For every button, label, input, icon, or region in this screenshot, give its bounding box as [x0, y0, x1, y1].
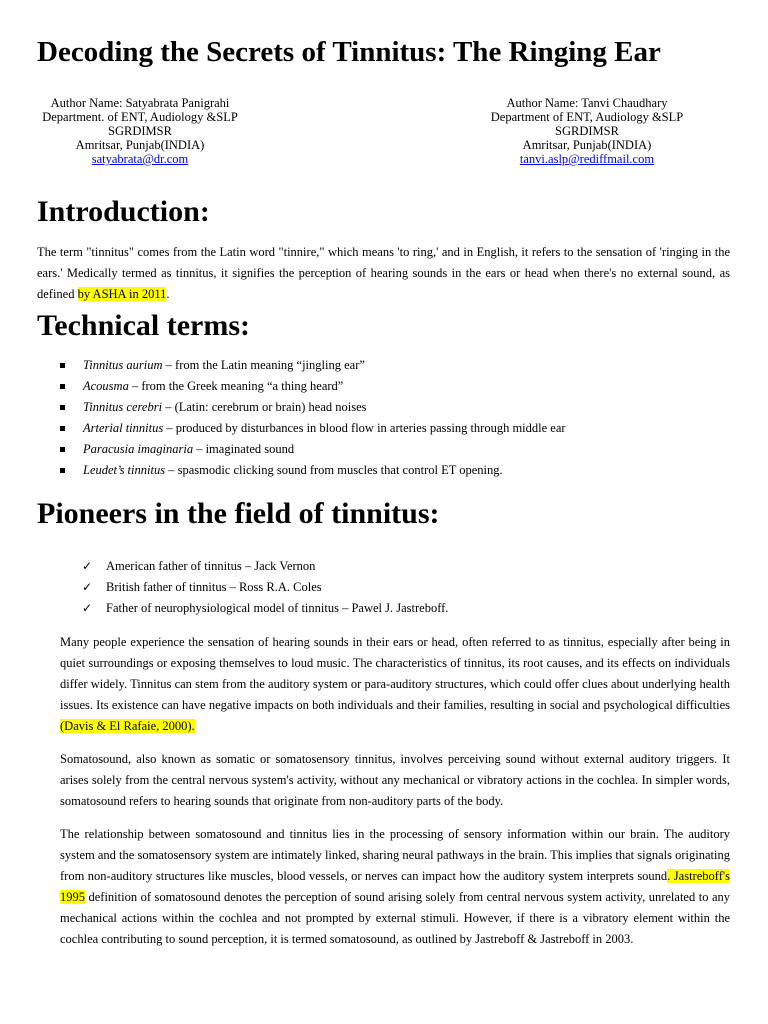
- pioneer-text: American father of tinnitus – Jack Vernon: [106, 559, 316, 573]
- checkmark-icon: ✓: [82, 559, 93, 573]
- list-item: [60, 418, 566, 439]
- introduction-paragraph: [37, 242, 730, 305]
- checkmark-icon: ✓: [82, 580, 93, 594]
- technical-terms-heading: Technical terms:: [37, 309, 251, 342]
- term-description: – imaginated sound: [193, 442, 295, 456]
- author-name: Author Name: Satyabrata Panigrahi: [50, 96, 230, 110]
- term-description: – from the Greek meaning “a thing heard”: [128, 379, 344, 393]
- body-paragraph-relationship: [60, 824, 730, 950]
- list-item: [60, 376, 566, 397]
- list-item: [60, 460, 566, 481]
- square-bullet-icon: [60, 363, 65, 368]
- term-name: Arterial tinnitus: [83, 421, 164, 435]
- list-item: [82, 556, 448, 577]
- pioneers-list: [82, 556, 448, 619]
- term-description: – from the Latin meaning “jingling ear”: [162, 358, 365, 372]
- pioneer-text: Father of neurophysiological model of tinnitus – Pawel J. Jastreboff.: [106, 601, 449, 615]
- highlighted-citation: by ASHA in 2011: [77, 287, 167, 301]
- author-institute: SGRDIMSR: [555, 124, 619, 138]
- square-bullet-icon: [60, 426, 65, 431]
- body-paragraph-somatosound: [60, 749, 730, 812]
- pioneer-text: British father of tinnitus – Ross R.A. Coles: [106, 580, 322, 594]
- square-bullet-icon: [60, 447, 65, 452]
- author-email-link[interactable]: satyabrata@dr.com: [91, 152, 189, 166]
- author-location: Amritsar, Punjab(INDIA): [522, 138, 652, 152]
- square-bullet-icon: [60, 468, 65, 473]
- paragraph-text-end: .: [166, 287, 170, 301]
- term-name: Tinnitus aurium: [83, 358, 163, 372]
- term-name: Leudet’s tinnitus: [83, 463, 166, 477]
- author-department: Department of ENT, Audiology &SLP: [490, 110, 684, 124]
- author-location: Amritsar, Punjab(INDIA): [75, 138, 205, 152]
- term-name: Acousma: [83, 379, 129, 393]
- list-item: [60, 397, 566, 418]
- checkmark-icon: ✓: [82, 601, 93, 615]
- paragraph-text: Somatosound, also known as somatic or somatosensory tinnitus, involves perceiving sound without external auditory triggers. It arises solely from the central nervous system's activity, without any mechanical or vibratory actions in the cochlea. In simpler words, somatosound refers to hearing sounds that originate from non-auditory parts of the body.: [60, 752, 730, 808]
- introduction-heading: Introduction:: [37, 195, 210, 228]
- highlighted-citation: . Jastreboff's 1995: [60, 869, 730, 904]
- document-title: Decoding the Secrets of Tinnitus: The Ringing Ear: [37, 36, 661, 68]
- author-institute: SGRDIMSR: [108, 124, 172, 138]
- author-department: Department. of ENT, Audiology &SLP: [42, 110, 238, 124]
- paragraph-text: The term "tinnitus" comes from the Latin word "tinnire," which means 'to ring,' and in English, it refers to the sensation of 'ringing in the ears.' Medically termed as tinnitus, it signifies the perception of hearing sounds in the ears or head when there's no external sound, as defined: [37, 245, 730, 301]
- highlighted-citation: (Davis & El Rafaie, 2000).: [60, 719, 195, 733]
- square-bullet-icon: [60, 384, 65, 389]
- term-description: – spasmodic clicking sound from muscles that control ET opening.: [165, 463, 503, 477]
- list-item: [82, 577, 448, 598]
- term-description: – (Latin: cerebrum or brain) head noises: [162, 400, 367, 414]
- author-block-1: [37, 96, 243, 166]
- term-name: Tinnitus cerebri: [83, 400, 163, 414]
- square-bullet-icon: [60, 405, 65, 410]
- list-item: [60, 439, 566, 460]
- term-name: Paracusia imaginaria: [83, 442, 194, 456]
- author-block-2: [485, 96, 689, 166]
- author-email-link[interactable]: tanvi.aslp@rediffmail.com: [519, 152, 655, 166]
- paragraph-text: Many people experience the sensation of hearing sounds in their ears or head, often referred to as tinnitus, especially after being in quiet surroundings or exposing themselves to loud music. The characteristics of tinnitus, its root causes, and its effects on individuals differ widely. Tinnitus can stem from the auditory system or para-auditory structures, which could offer clues about underlying health issues. Its existence can have negative impacts on both individuals and their families, resulting in social and psychological difficulties: [60, 635, 730, 712]
- term-description: – produced by disturbances in blood flow in arteries passing through middle ear: [163, 421, 566, 435]
- paragraph-text-end: definition of somatosound denotes the perception of sound arising solely from central nervous system activity, unrelated to any mechanical actions within the cochlea and not prompted by external stimuli. However, if there is a vibratory element within the cochlea contributing to sound perception, it is termed somatosound, as outlined by Jastreboff & Jastreboff in 2003.: [60, 890, 730, 946]
- body-paragraph-tinnitus-overview: [60, 632, 730, 737]
- author-name: Author Name: Tanvi Chaudhary: [506, 96, 668, 110]
- paragraph-text: The relationship between somatosound and tinnitus lies in the processing of sensory information within our brain. The auditory system and the somatosensory system are intimately linked, sharing neural pathways in the brain. This implies that signals originating from non-auditory structures like muscles, blood vessels, or nerves can impact how the auditory system interprets sound: [60, 827, 730, 883]
- list-item: [82, 598, 448, 619]
- pioneers-heading: Pioneers in the field of tinnitus:: [37, 497, 440, 530]
- technical-terms-list: [60, 355, 566, 481]
- list-item: [60, 355, 566, 376]
